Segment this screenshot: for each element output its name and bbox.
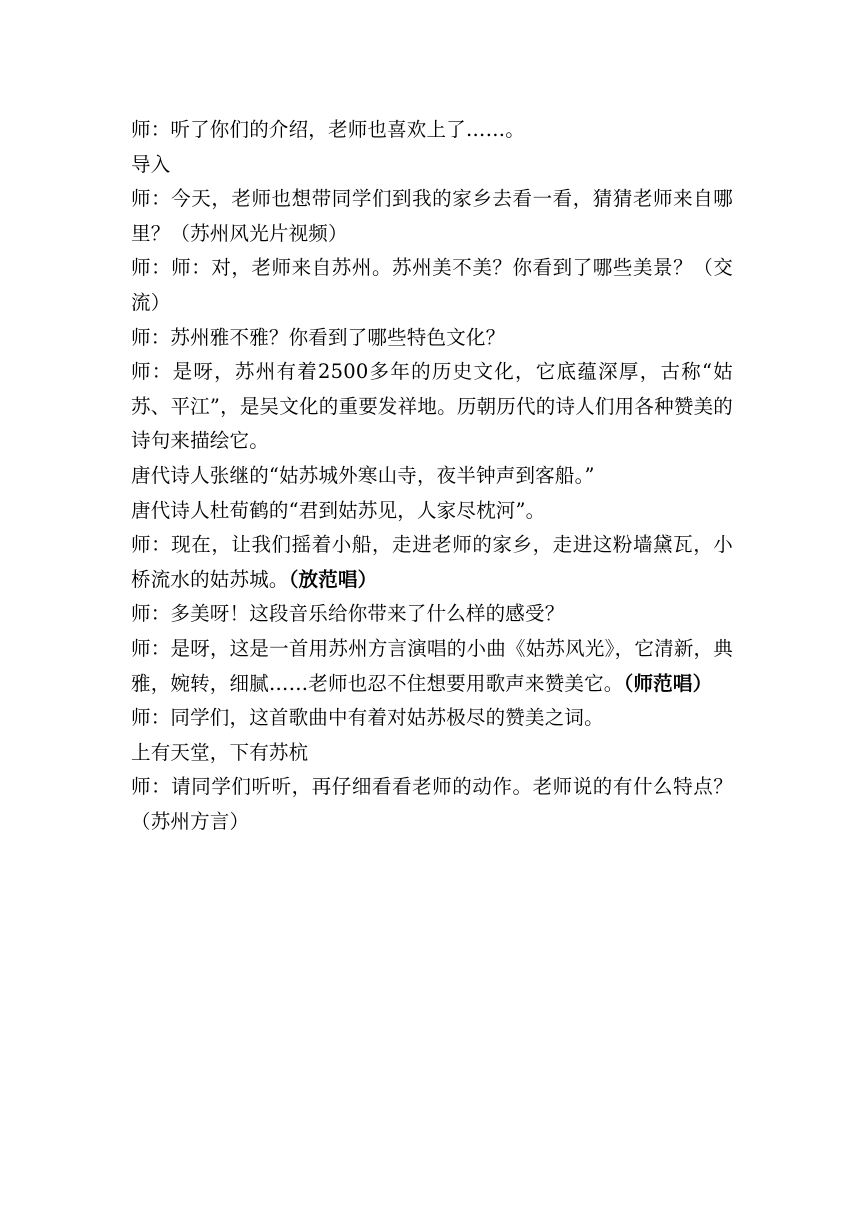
section-heading-intro: [131, 148, 733, 183]
paragraph-text: 上有天堂，下有苏杭: [131, 740, 309, 764]
paragraph: [131, 321, 733, 356]
paragraph-text: 师：是呀，苏州有着2500多年的历史文化，它底蕴深厚，古称“姑苏、平江”，是吴文化的重要发祥地。历朝历代的诗人们用各种赞美的诗句来描绘它。: [131, 360, 733, 453]
paragraph: [131, 113, 733, 148]
stage-direction: （放范唱）: [288, 567, 378, 591]
paragraph: [131, 770, 733, 839]
paragraph-text: 师：是呀，这是一首用苏州方言演唱的小曲《姑苏风光》，它清新，典雅，婉转，细腻……老师也忍不住想要用歌声来赞美它。: [131, 636, 733, 695]
paragraph-text: 师：多美呀！这段音乐给你带来了什么样的感受？: [131, 602, 565, 626]
paragraph-text: 师：今天，老师也想带同学们到我的家乡去看一看，猜猜老师来自哪里？（苏州风光片视频）: [131, 187, 733, 245]
paragraph: [131, 632, 733, 701]
paragraph: [131, 355, 733, 459]
paragraph: [131, 528, 733, 597]
paragraph-text: 师：苏州雅不雅？你看到了哪些特色文化？: [131, 325, 506, 349]
document-body: [131, 113, 733, 839]
poem-quote-line: [131, 459, 733, 494]
lyric-line: [131, 736, 733, 771]
paragraph: [131, 597, 733, 632]
paragraph-text: 师：同学们，这首歌曲中有着对姑苏极尽的赞美之词。: [131, 706, 604, 730]
poem-quote-line: [131, 494, 733, 529]
paragraph-text: 唐代诗人杜荀鹤的“君到姑苏见，人家尽枕河”。: [131, 498, 546, 522]
paragraph-text: 唐代诗人张继的“姑苏城外寒山寺，夜半钟声到客船。”: [131, 463, 595, 487]
paragraph-text: 师：听了你们的介绍，老师也喜欢上了……。: [131, 118, 526, 141]
paragraph-text: 师：现在，让我们摇着小船，走进老师的家乡，走进这粉墙黛瓦，小桥流水的姑苏城。: [131, 533, 733, 591]
paragraph-text: 师：请同学们听听，再仔细看看老师的动作。老师说的有什么特点？（苏州方言）: [131, 775, 733, 833]
paragraph-text: 师：师：对，老师来自苏州。苏州美不美？你看到了哪些美景？（交流）: [131, 256, 733, 314]
stage-direction: （师范唱）: [623, 671, 713, 695]
paragraph: [131, 251, 733, 320]
paragraph-text: 导入: [131, 152, 171, 176]
paragraph: [131, 182, 733, 251]
paragraph: [131, 701, 733, 736]
